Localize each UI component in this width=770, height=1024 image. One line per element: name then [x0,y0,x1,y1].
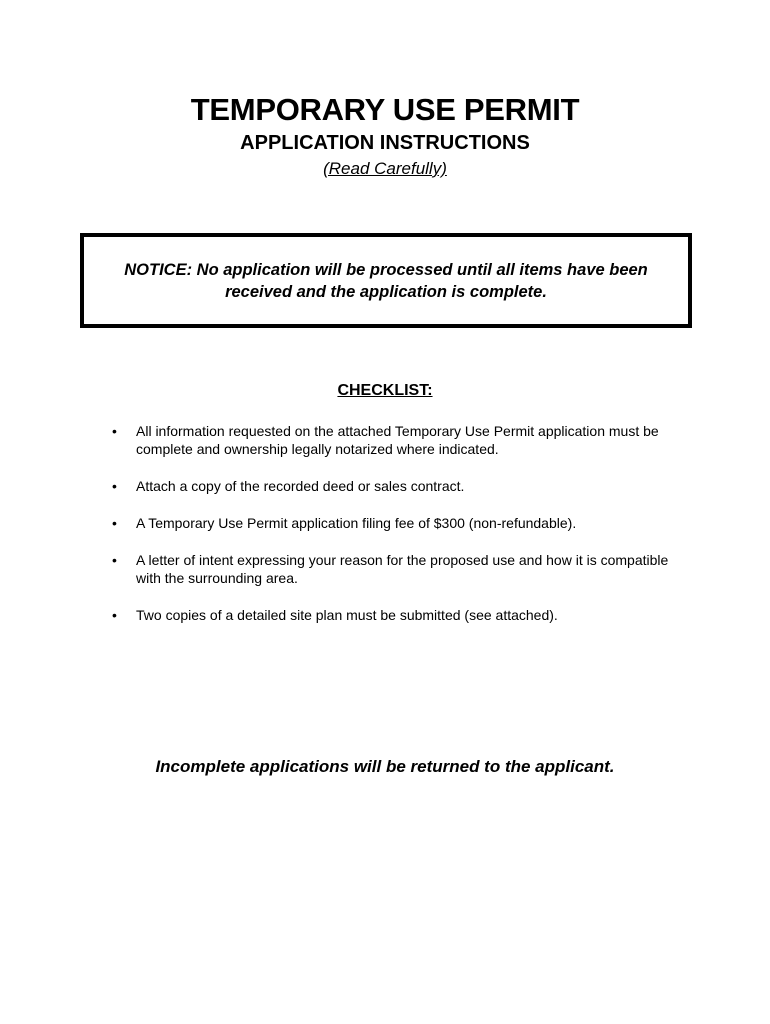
checklist-item [112,422,672,458]
page-title: TEMPORARY USE PERMIT [190,92,580,127]
bullet-icon: • [112,423,117,439]
bullet-icon: • [112,515,117,531]
checklist-item-text: Attach a copy of the recorded deed or sales contract. [136,478,465,494]
notice-text: NOTICE: No application will be processed until all items have been received and the application is complete. [124,260,648,301]
bullet-icon: • [112,478,117,494]
page-subtitle: APPLICATION INSTRUCTIONS [240,132,530,154]
incomplete-warning: Incomplete applications will be returned to the applicant. [155,757,615,776]
checklist-item [112,514,672,532]
read-carefully-note: (Read Carefully) [323,159,447,178]
checklist-item-text: Two copies of a detailed site plan must be submitted (see attached). [136,607,558,623]
checklist-item-text: A letter of intent expressing your reason for the proposed use and how it is compatible with the surrounding area. [136,552,669,586]
checklist-item [112,551,672,587]
checklist-item-text: A Temporary Use Permit application filing fee of $300 (non-refundable). [136,515,577,531]
notice-box [80,233,692,328]
checklist-heading: CHECKLIST: [337,382,433,399]
bullet-icon: • [112,552,117,568]
checklist-item [112,606,672,624]
checklist-item-text: All information requested on the attached Temporary Use Permit application must be complete and ownership legally notarized where indicated. [136,423,659,457]
bullet-icon: • [112,607,117,623]
checklist [112,422,672,643]
checklist-item [112,477,672,495]
